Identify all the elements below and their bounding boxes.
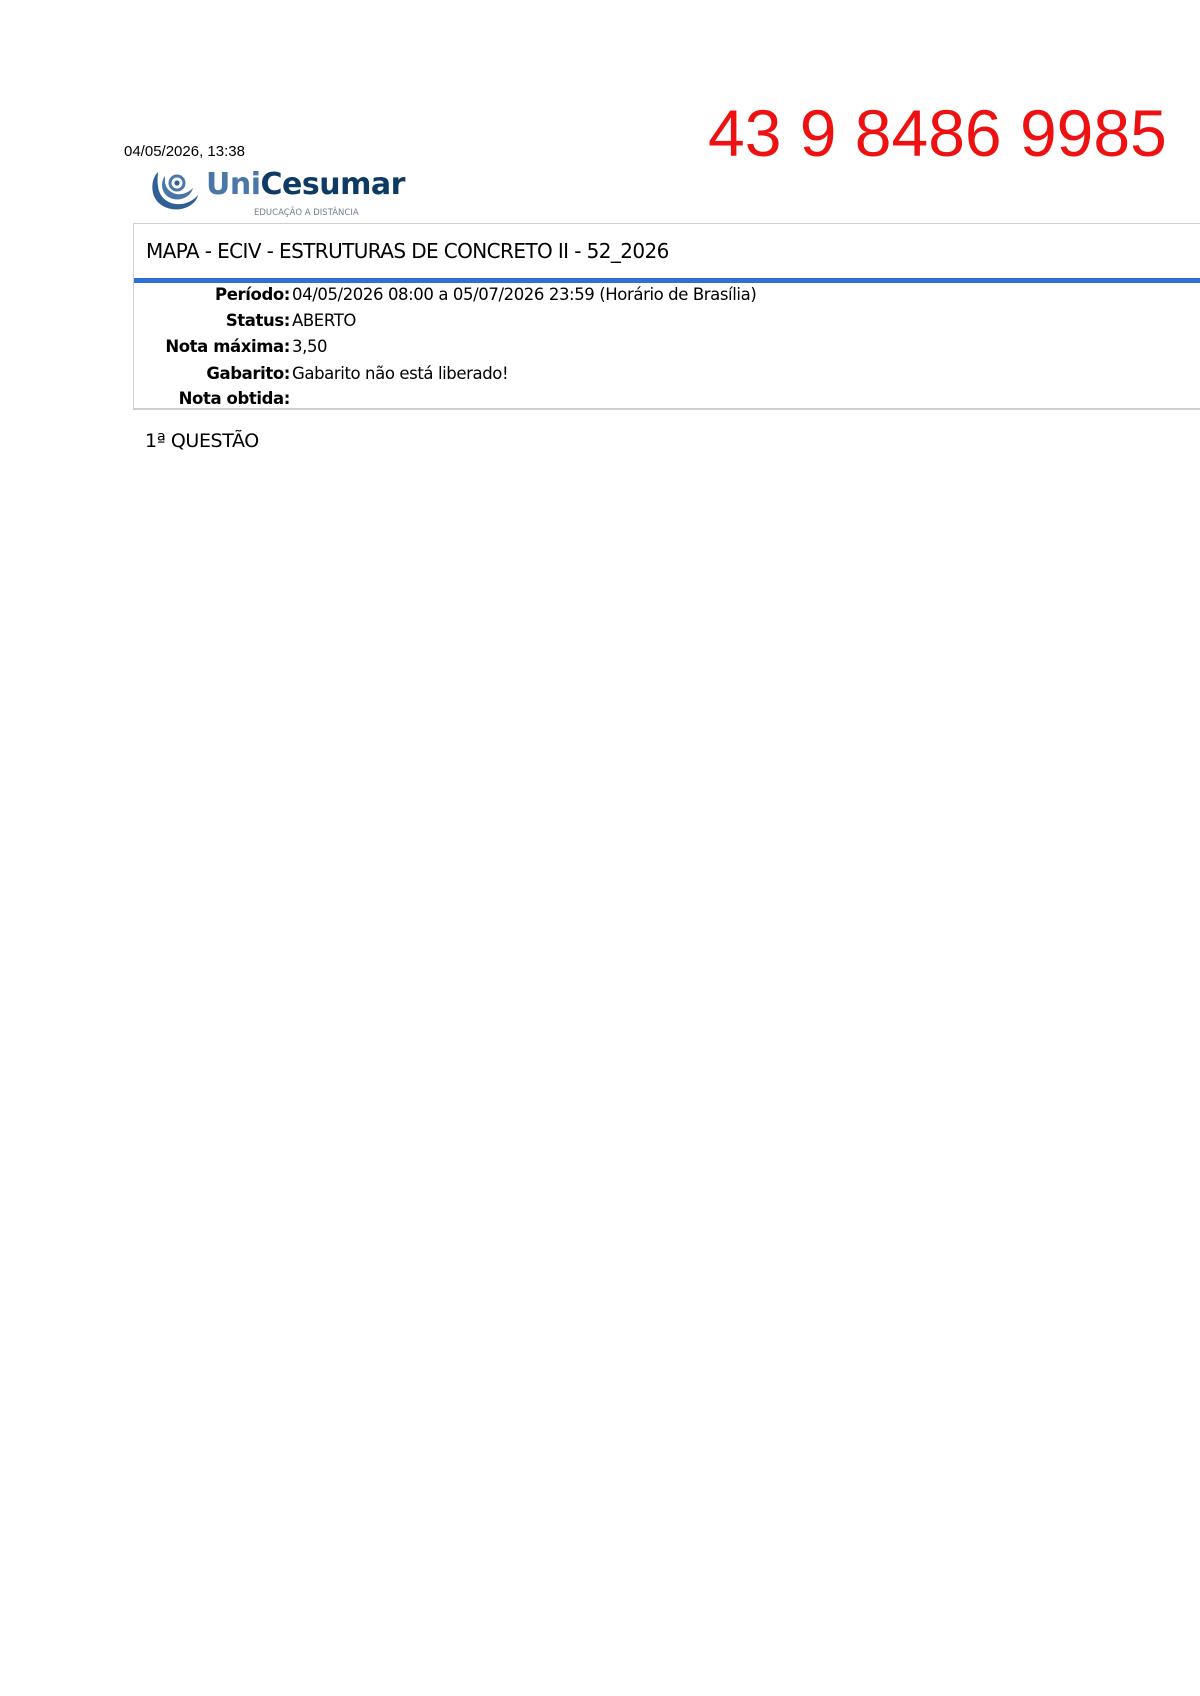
info-row-status [134,311,356,335]
logo-tagline: EDUCAÇÃO A DISTÂNCIA [254,208,359,218]
info-row-periodo [134,285,756,309]
info-value-nota-maxima: 3,50 [292,337,328,356]
unicesumar-logo [150,166,405,222]
info-row-gabarito [134,364,508,388]
info-row-nota-obtida [134,389,292,413]
info-row-nota-maxima [134,337,327,361]
info-label-nota-maxima: Nota máxima: [165,337,290,356]
logo-wordmark-uni: Uni [206,167,261,202]
info-value-status: ABERTO [292,311,356,330]
info-label-gabarito: Gabarito: [206,364,290,383]
info-label-periodo: Período: [215,285,290,304]
title-divider [134,278,1200,283]
print-timestamp: 04/05/2026, 13:38 [124,143,245,160]
info-label-status: Status: [225,311,290,330]
info-value-gabarito: Gabarito não está liberado! [292,364,509,383]
logo-wordmark [206,167,405,202]
unicesumar-logo-icon [150,168,200,212]
activity-info-card [133,223,1200,410]
logo-wordmark-cesumar: Cesumar [260,167,405,202]
info-label-nota-obtida: Nota obtida: [178,389,290,408]
phone-number-watermark: 43 9 8486 9985 [708,96,1167,170]
activity-title: MAPA - ECIV - ESTRUTURAS DE CONCRETO II - 52_2026 [146,239,669,263]
question-heading: 1ª QUESTÃO [145,430,259,452]
info-value-periodo: 04/05/2026 08:00 a 05/07/2026 23:59 (Horário de Brasília) [292,285,757,304]
